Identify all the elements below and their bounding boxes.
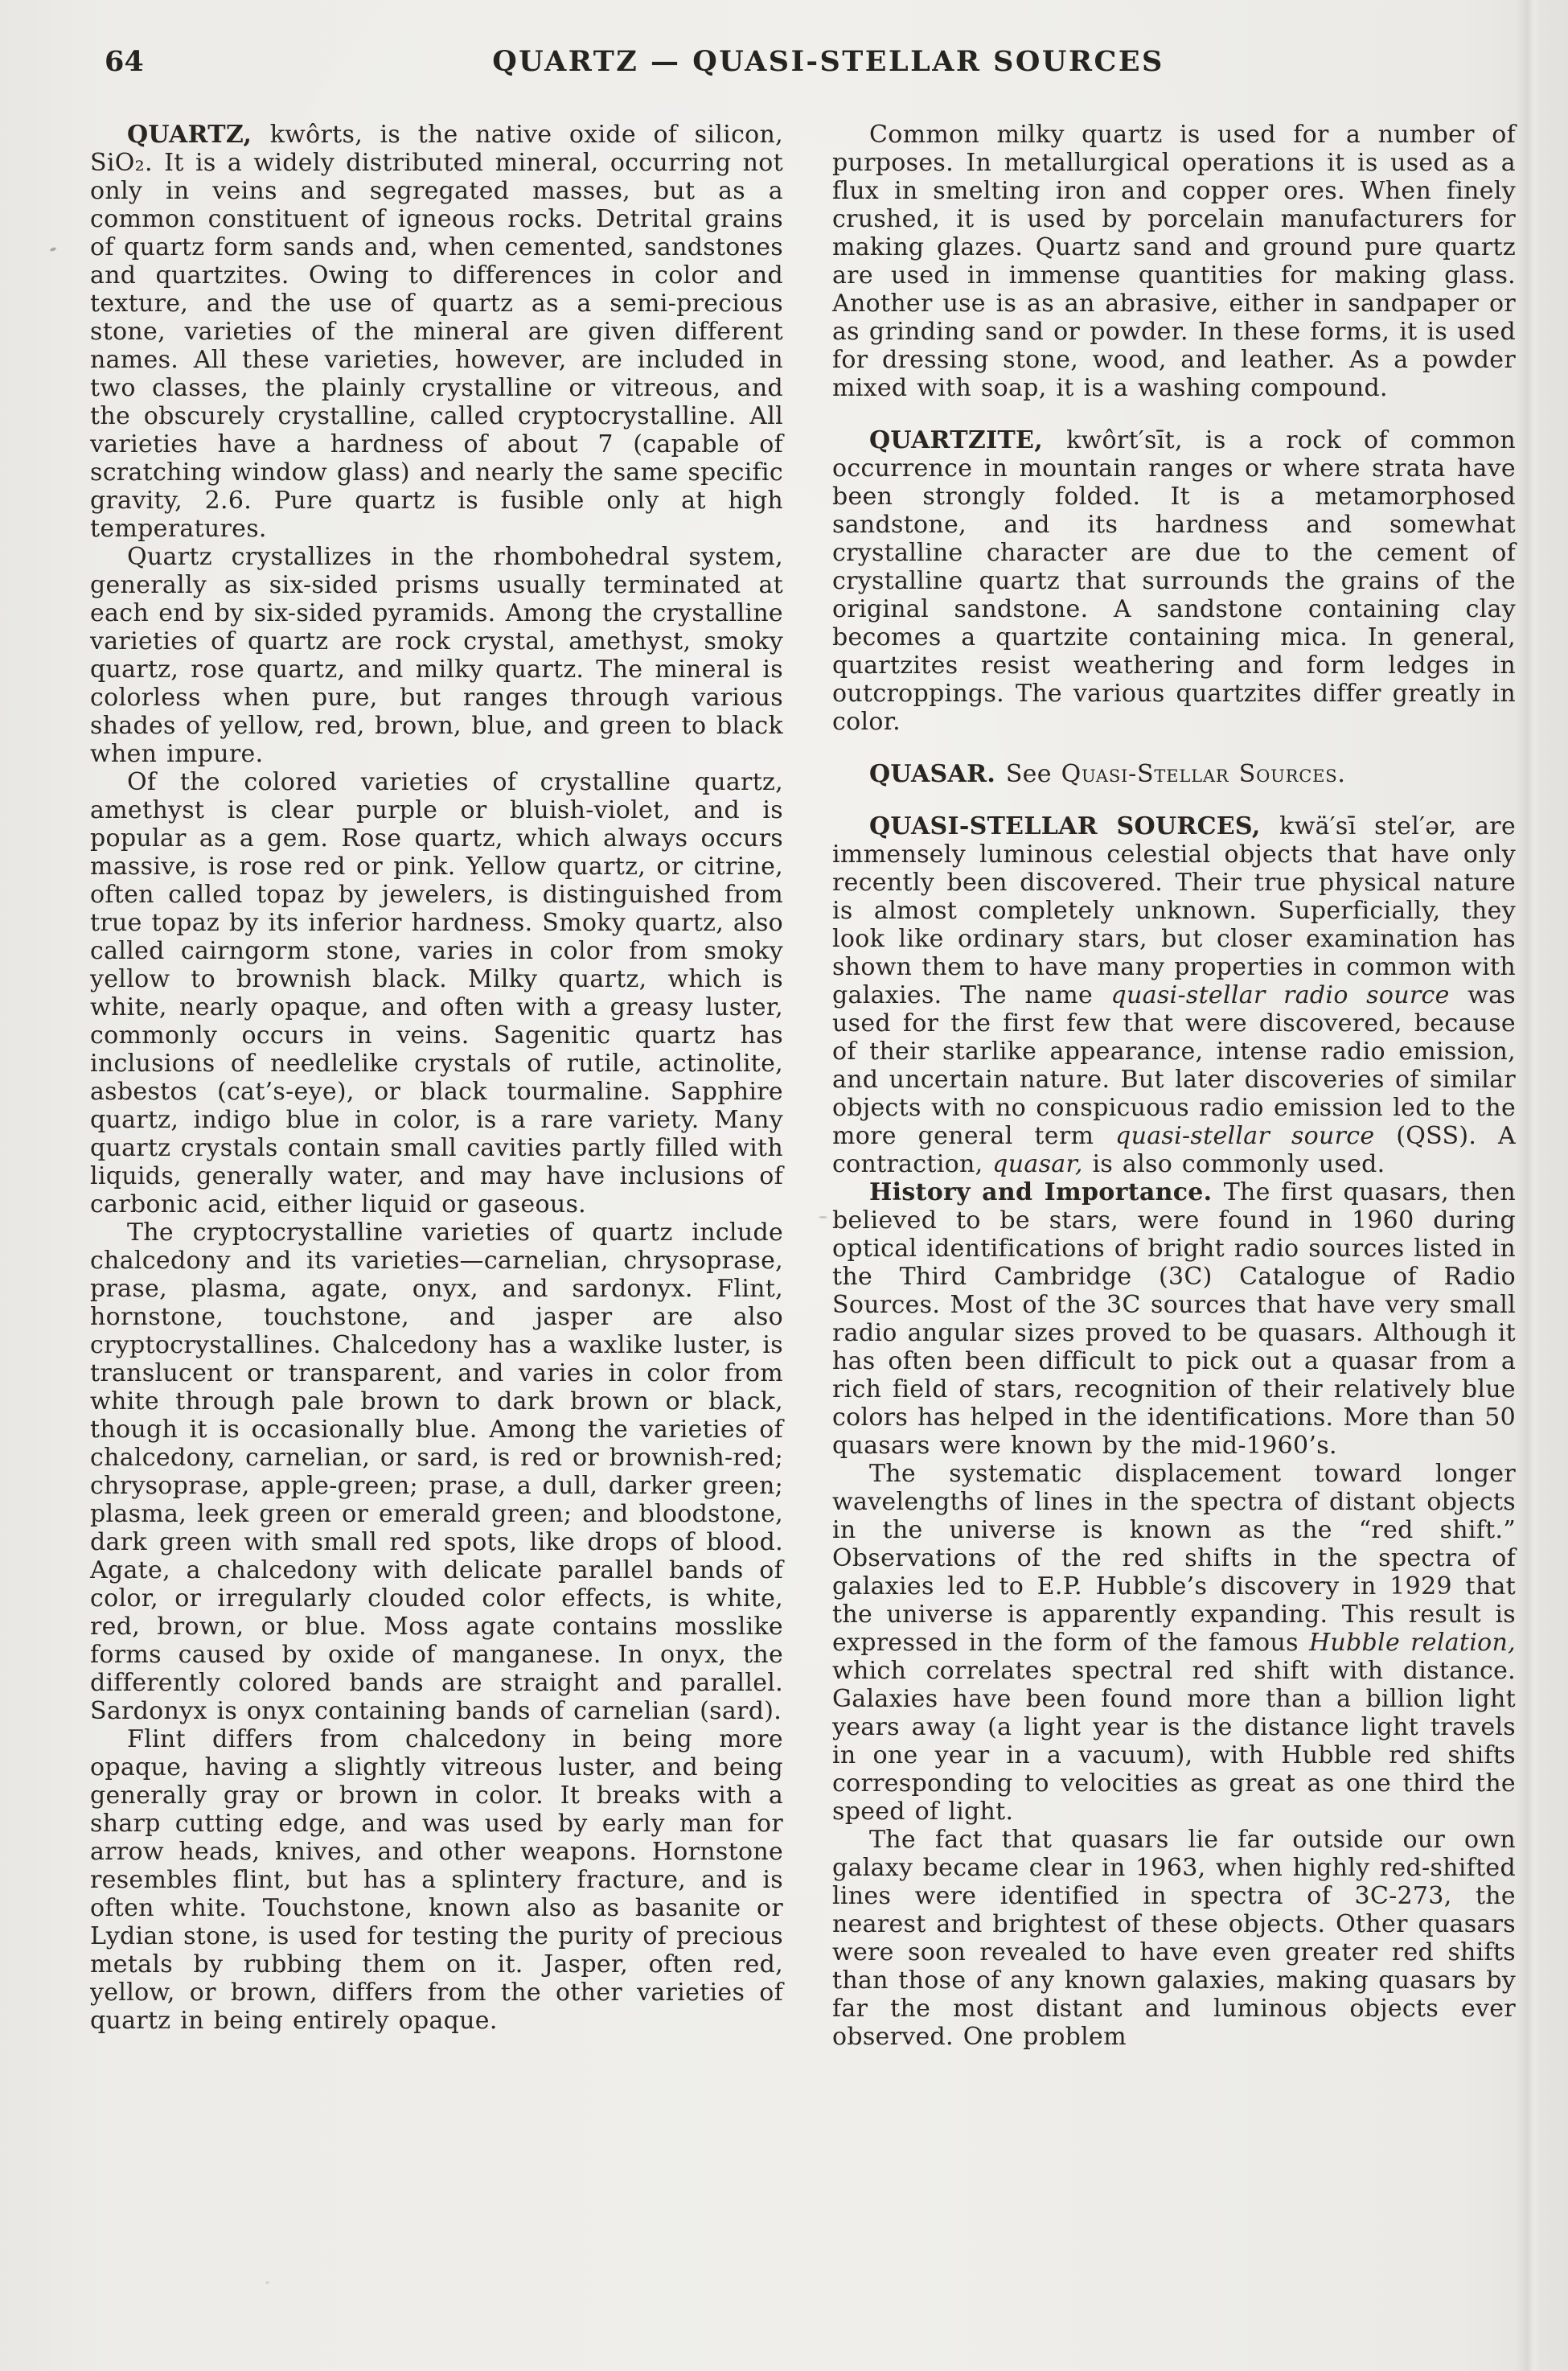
- entry-quartz-paragraph-5: [90, 1725, 783, 2035]
- text-run: Quartz crystallizes in the rhombohedral system, generally as six-sided prisms usually terminated at each end by six-sided pyramids. Among the crystalline varieties of quartz are rock crystal, amethyst, smoky quartz, rose quartz, and milky quartz. The mineral is colorless when pure, but ranges through various shades of yellow, red, brown, blue, and green to black when impure.: [90, 543, 783, 768]
- entry-quasar: [832, 760, 1516, 788]
- scan-speck: [819, 1216, 827, 1218]
- text-run: quasi-stellar radio source: [1110, 981, 1450, 1009]
- entry-quasi-stellar-sources-paragraph-3: [832, 1460, 1516, 1826]
- entry-quasi-stellar-sources-paragraph-1: [832, 812, 1516, 1178]
- text-run: (QSS). A contraction,: [832, 1122, 1516, 1178]
- entry-quartzite-paragraph-1: [832, 426, 1516, 736]
- text-run: The systematic displacement toward longer wavelengths of lines in the spectra of distant objects in the universe is known as the “red shift.” Observations of the red shifts in the spectra of galaxies led to E.P. Hubble’s discovery in 1929 that the universe is apparently expanding. This result is expressed in the form of the famous: [832, 1460, 1516, 1657]
- text-run: Flint differs from chalcedony in being more opaque, having a slightly vitreous luster, and being generally gray or brown in color. It breaks with a sharp cutting edge, and was used by early man for arrow heads, knives, and other weapons. Hornstone resembles flint, but has a splintery fracture, and is often white. Touchstone, known also as basanite or Lydian stone, is used for testing the purity of precious metals by rubbing them on it. Jasper, often red, yellow, or brown, differs from the other varieties of quartz in being entirely opaque.: [90, 1725, 783, 2035]
- text-run: QUARTZITE,: [869, 426, 1067, 454]
- entry-quartz-paragraph-1: [90, 121, 783, 543]
- right-column: [832, 121, 1516, 2051]
- text-run: History and Importance.: [869, 1178, 1224, 1206]
- entry-quartz-paragraph-4: [90, 1218, 783, 1725]
- text-run: quasar,: [992, 1150, 1083, 1178]
- page-edge-crease: [1517, 0, 1541, 2371]
- text-run: The first quasars, then believed to be stars, were found in 1960 during optical identifications of bright radio sources listed in the Third Cambridge (3C) Catalogue of Radio Sources. Most of the 3C sources that have very small radio angular sizes proved to be quasars. Although it has often been difficult to pick out a quasar from a rich field of stars, recognition of their relatively blue colors has helped in the identifications. More than 50 quasars were known by the mid-1960’s.: [832, 1178, 1516, 1460]
- text-run: kwôrts, is the native oxide of silicon, SiO₂. It is a widely distributed mineral, occurring not only in veins and segregated masses, but as a common constituent of igneous rocks. Detrital grains of quartz form sands and, when cemented, sandstones and quartzites. Owing to differences in color and texture, and the use of quartz as a semi-precious stone, varieties of the mineral are given different names. All these varieties, however, are included in two classes, the plainly crystalline or vitreous, and the obscurely crystalline, called cryptocrystalline. All varieties have a hardness of about 7 (capable of scratching window glass) and nearly the same specific gravity, 2.6. Pure quartz is fusible only at high temperatures.: [90, 121, 783, 543]
- text-run: kwôrt′sīt, is a rock of common occurrence in mountain ranges or where strata have been strongly folded. It is a metamorphosed sandstone, and its hardness and somewhat crystalline character are due to the cement of crystalline quartz that surrounds the grains of the original sandstone. A sandstone containing clay becomes a quartzite containing mica. In general, quartzites resist weathering and form ledges in outcroppings. The various quartzites differ greatly in color.: [832, 426, 1516, 736]
- text-run: See: [1005, 760, 1061, 788]
- text-run: QUASI-STELLAR SOURCES,: [869, 812, 1280, 840]
- text-run: which correlates spectral red shift with distance. Galaxies have been found more than a billion light years away (a light year is the distance light travels in one year in a vacuum), with Hubble red shifts corresponding to velocities as great as one third the speed of light.: [832, 1657, 1516, 1826]
- text-run: was used for the first few that were discovered, because of their starlike appearance, intense radio emission, and uncertain nature. But later discoveries of similar objects with no conspicuous radio emission led to the more general term: [832, 981, 1517, 1150]
- entry-quartz-paragraph-6: [832, 121, 1516, 402]
- text-run: Hubble relation,: [1308, 1629, 1516, 1657]
- text-run: The cryptocrystalline varieties of quartz include chalcedony and its varieties—carnelian, chrysoprase, prase, plasma, agate, onyx, and sardonyx. Flint, hornstone, touchstone, and jasper are also cryptocrystallines. Chalcedony has a waxlike luster, is translucent or transparent, and varies in color from white through pale brown to dark brown or black, though it is occasionally blue. Among the varieties of chalcedony, carnelian, or sard, is red or brownish-red; chrysoprase, apple-green; prase, a dull, darker green; plasma, leek green or emerald green; and bloodstone, dark green with small red spots, like drops of blood. Agate, a chalcedony with delicate parallel bands of color, or irregularly clouded color effects, is white, red, brown, or blue. Moss agate contains mosslike forms caused by oxide of manganese. In onyx, the differently colored bands are straight and parallel. Sardonyx is onyx containing bands of carnelian (sard).: [90, 1218, 783, 1725]
- text-run: Common milky quartz is used for a number of purposes. In metallurgical operations it is used as a flux in smelting iron and copper ores. When finely crushed, it is used by porcelain manufacturers for making glazes. Quartz sand and ground pure quartz are used in immense quantities for making glass. Another use is as an abrasive, either in sandpaper or as grinding sand or powder. In these forms, it is used for dressing stone, wood, and leather. As a powder mixed with soap, it is a washing compound.: [832, 121, 1516, 402]
- text-run: The fact that quasars lie far outside our own galaxy became clear in 1963, when highly red-shifted lines were identified in spectra of 3C-273, the nearest and brightest of these objects. Other quasars were soon revealed to have even greater red shifts than those of any known galaxies, making quasars by far the most distant and luminous objects ever observed. One problem: [832, 1826, 1516, 2051]
- text-run: kwä′sī stel′ər, are immensely luminous celestial objects that have only recently been discovered. Their true physical nature is almost completely unknown. Superficially, they look like ordinary stars, but closer examination has shown them to have many properties in common with galaxies. The name: [832, 812, 1517, 1009]
- text-run: quasi-stellar source: [1115, 1122, 1375, 1150]
- scan-speck: [50, 247, 57, 252]
- entry-quartz-paragraph-3: [90, 768, 783, 1218]
- text-run: is also commonly used.: [1082, 1150, 1385, 1178]
- text-run: QUARTZ,: [127, 121, 270, 149]
- left-column: [90, 121, 783, 2035]
- text-run: Of the colored varieties of crystalline quartz, amethyst is clear purple or bluish-violet, and is popular as a gem. Rose quartz, which always occurs massive, is rose red or pink. Yellow quartz, or citrine, often called topaz by jewelers, is distinguished from true topaz by its inferior hardness. Smoky quartz, also called cairngorm stone, varies in color from smoky yellow to brownish black. Milky quartz, which is white, nearly opaque, and often with a greasy luster, commonly occurs in veins. Sagenitic quartz has inclusions of needlelike crystals of rutile, actinolite, asbestos (cat’s-eye), or black tourmaline. Sapphire quartz, indigo blue in color, is a rare variety. Many quartz crystals contain small cavities partly filled with liquids, generally water, and may have inclusions of carbonic acid, either liquid or gaseous.: [90, 768, 784, 1218]
- entry-quartz-paragraph-2: [90, 543, 783, 768]
- text-run: QUASAR.: [869, 760, 1006, 788]
- entry-quasi-stellar-sources-paragraph-2: [832, 1178, 1516, 1460]
- text-run: Quasi-Stellar Sources.: [1061, 760, 1346, 788]
- scan-speck: [265, 2281, 269, 2284]
- entry-quasi-stellar-sources-paragraph-4: [832, 1826, 1516, 2051]
- page-number: 64: [105, 45, 144, 78]
- running-head: QUARTZ — QUASI-STELLAR SOURCES: [492, 45, 1164, 78]
